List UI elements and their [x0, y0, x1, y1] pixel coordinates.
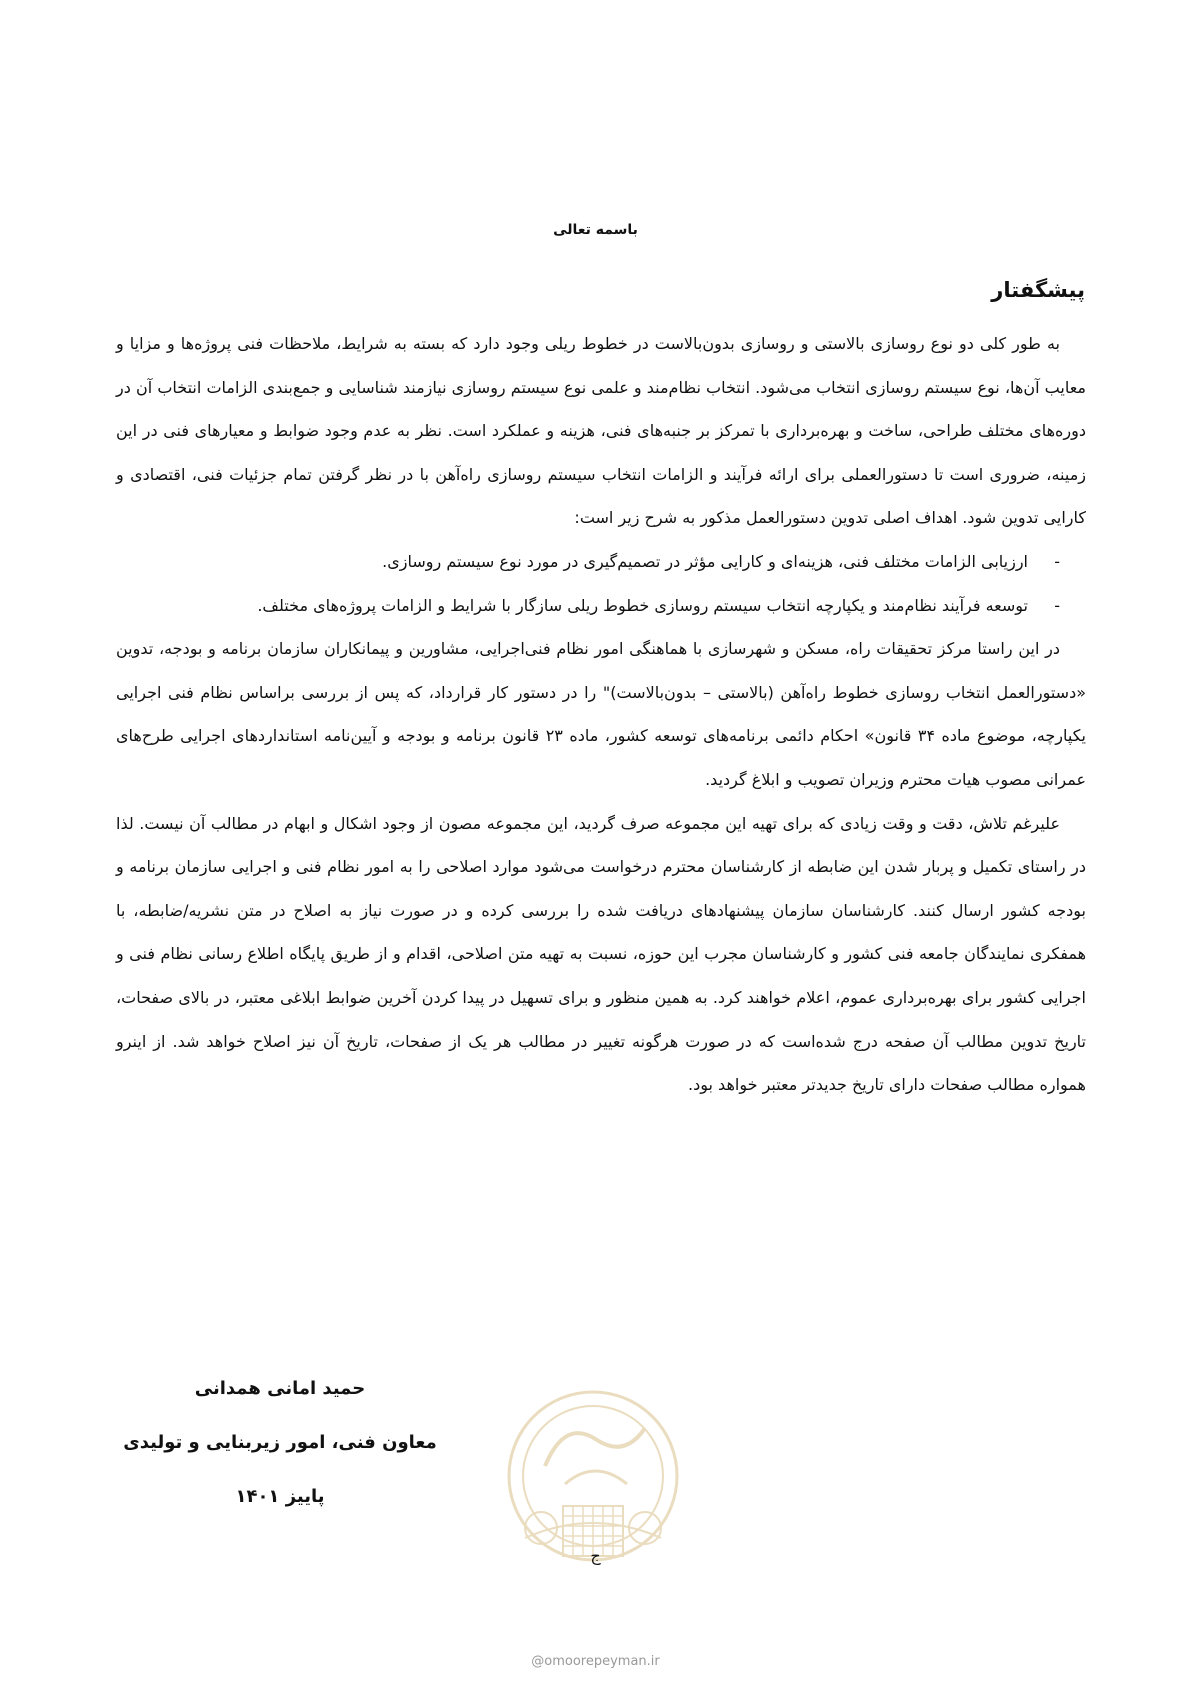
page-number: ج	[590, 1546, 601, 1565]
watermark-url: @omoorepeyman.ir	[531, 1654, 660, 1669]
list-item	[116, 584, 1086, 628]
signature-date: پاییز ۱۴۰۱	[235, 1486, 325, 1507]
bullet-marker: -	[1054, 595, 1060, 615]
paragraph-intro: به طور کلی دو نوع روسازی بالاستی و روسازی بدون‌بالاست در خطوط ریلی وجود دارد که بسته به شرایط، ملاحظات فنی پروژه‌ها و مزایا و معایب آن‌ها، نوع سیستم روسازی انتخاب می‌شود. انتخاب نظام‌مند و علمی نوع سیستم روسازی نیازمند شناسایی و جمع‌بندی الزامات انتخاب آن در دوره‌های مختلف طراحی، ساخت و بهره‌برداری با تمرکز بر جنبه‌های فنی، هزینه و عملکرد است. نظر به عدم وجود ضوابط و معیارهای فنی در این زمینه، ضروری است تا دستورالعملی برای ارائه فرآیند و الزامات انتخاب سیستم روسازی راه‌آهن با در نظر گرفتن تمام جزئیات فنی، اقتصادی و کارایی تدوین شود. اهداف اصلی تدوین دستورالعمل مذکور به شرح زیر است:	[116, 334, 1086, 528]
paragraph-feedback: علیرغم تلاش، دقت و وقت زیادی که برای تهیه این مجموعه صرف گردید، این مجموعه مصون از وجود اشکال و ابهام در مطالب آن نیست. لذا در راستای تکمیل و پربار شدن این ضابطه از کارشناسان محترم درخواست می‌شود موارد اصلاحی را به امور نظام فنی و اجرایی سازمان برنامه و بودجه کشور ارسال کنند. کارشناسان سازمان پیشنهادهای دریافت شده را بررسی کرده و در صورت نیاز به اصلاح در متن نشریه/ضابطه، با همفکری نمایندگان جامعه فنی کشور و کارشناسان مجرب این حوزه، نسبت به تهیه متن اصلاحی، اقدام و از طریق پایگاه اطلاع رسانی نظام فنی و اجرایی کشور برای بهره‌برداری عموم، اعلام خواهند کرد. به همین منظور و برای تسهیل در پیدا کردن آخرین ضوابط ابلاغی معتبر، در بالای صفحات، تاریخ تدوین مطالب آن صفحه درج شده‌است که در صورت هرگونه تغییر در مطالب هر یک از صفحات، تاریخ آن نیز اصلاح خواهد شد. از اینرو همواره مطالب صفحات دارای تاریخ جدیدتر معتبر خواهد بود.	[116, 813, 1086, 1095]
objectives-list	[116, 540, 1086, 627]
list-item	[116, 540, 1086, 584]
signatory-name: حمید امانی همدانی	[194, 1378, 366, 1399]
body-text	[116, 322, 1086, 1107]
signature-block	[110, 1362, 450, 1524]
signatory-title: معاون فنی، امور زیربنایی و تولیدی	[123, 1432, 437, 1453]
list-item-text: توسعه فرآیند نظام‌مند و یکپارچه انتخاب سیستم روسازی خطوط ریلی سازگار با شرایط و الزامات پروژه‌های مختلف.	[257, 595, 1028, 615]
bullet-marker: -	[1054, 551, 1060, 571]
salutation: باسمه تعالی	[553, 222, 638, 238]
list-item-text: ارزیابی الزامات مختلف فنی، هزینه‌ای و کارایی مؤثر در تصمیم‌گیری در مورد نوع سیستم روسازی.	[382, 551, 1028, 571]
paragraph-approval: در این راستا مرکز تحقیقات راه، مسکن و شهرسازی با هماهنگی امور نظام فنی‌اجرایی، مشاورین و پیمانکاران سازمان برنامه و بودجه، تدوین «دستورالعمل انتخاب روسازی خطوط راه‌آهن (بالاستی – بدون‌بالاست)" را در دستور کار قرارداد، که پس از بررسی براساس نظام فنی اجرایی یکپارچه، موضوع ماده ۳۴ قانون» احکام دائمی برنامه‌های توسعه کشور، ماده ۲۳ قانون برنامه و بودجه و آیین‌نامه استانداردهای اجرایی طرح‌های عمرانی مصوب هیات محترم وزیران تصویب و ابلاغ گردید.	[116, 639, 1087, 789]
page-title: پیشگفتار	[991, 278, 1085, 302]
